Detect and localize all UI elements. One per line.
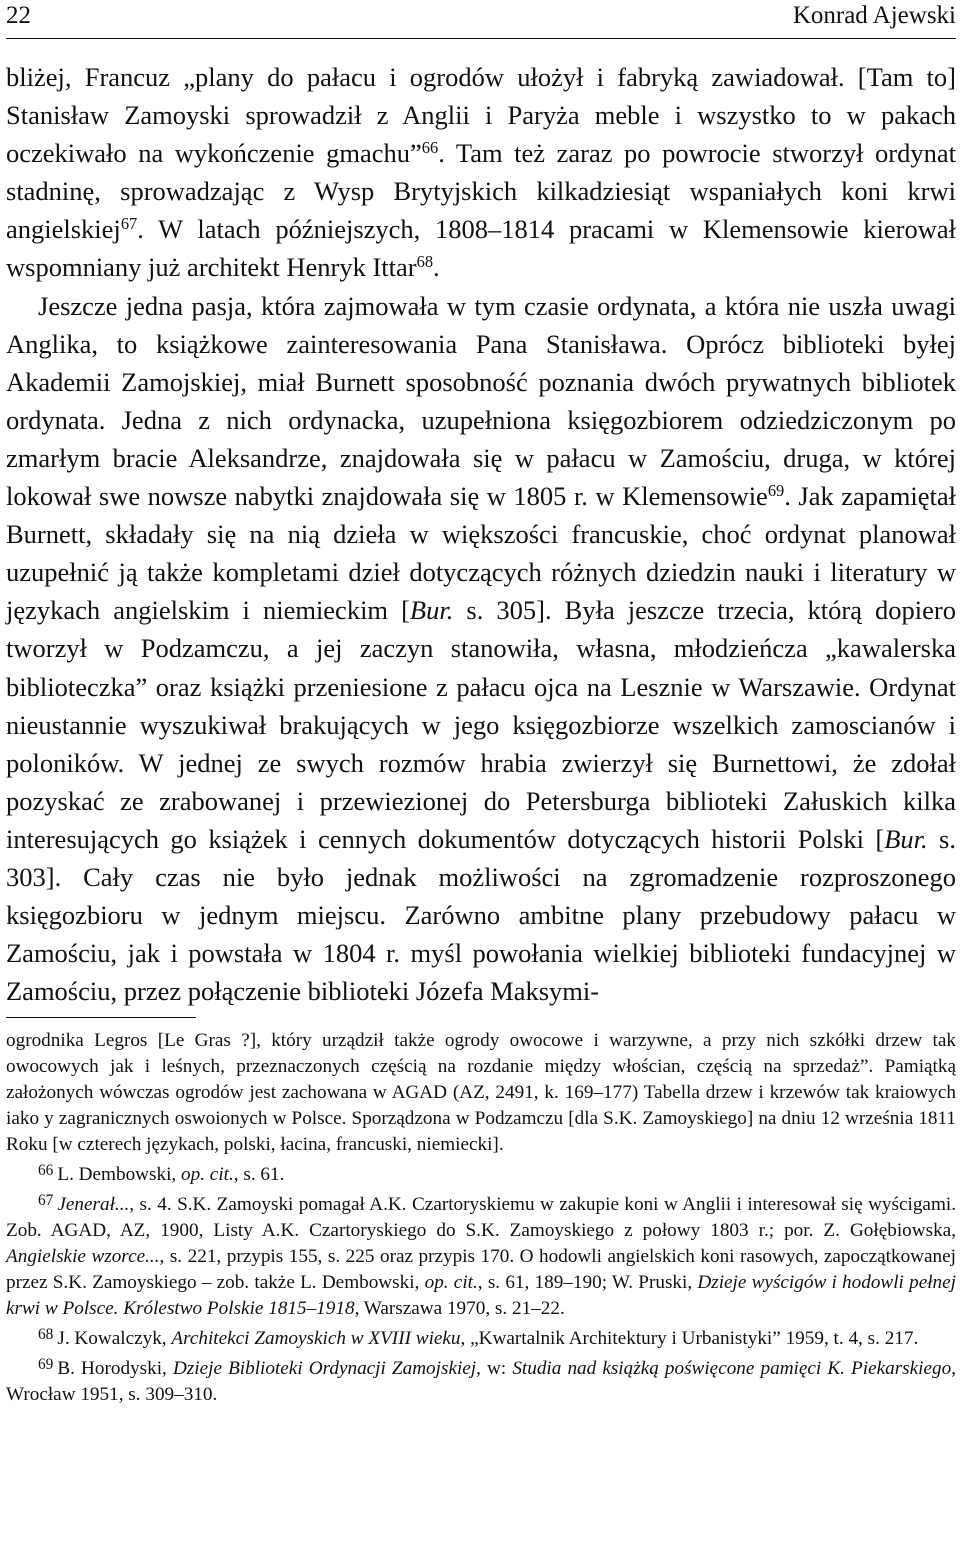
footnote-ref: 66 — [421, 138, 439, 158]
text-run: . Tam też zaraz po powrocie stworzył ordynat stadninę, sprowadzając z Wysp Brytyjskich kilkadziesiąt wspaniałych koni krwi angielskiej — [6, 138, 956, 245]
main-text — [6, 58, 956, 1010]
footnote-66 — [6, 1162, 956, 1188]
footnotes — [6, 1028, 956, 1408]
text-run: J. Kowalczyk, — [57, 1328, 172, 1349]
italic-text: Studia nad książką poświęcone pamięci K. Piekarskiego — [512, 1358, 952, 1379]
text-run: Jeszcze jedna pasja, która zajmowała w tym czasie ordynata, a która nie uszła uwagi Anglika, to książkowe zainteresowania Pana Stanisława. Oprócz biblioteki byłej Akademii Zamojskiej, miał Burnett sposobność poznania dwóch prywatnych bibliotek ordynata. Jedna z nich ordynacka, uzupełniona księgozbiorem odziedziczonym po zmarłym bracie Aleksandrze, znajdowała się w pałacu w Zamościu, druga, w której lokował swe nowsze nabytki znajdowała się w 1805 r. w Klemensowie — [6, 290, 956, 512]
italic-text: Jenerał... — [57, 1194, 130, 1215]
italic-text: Bur. — [409, 595, 454, 626]
footnote-number: 68 — [38, 1325, 54, 1343]
footnote-ref: 69 — [767, 481, 785, 500]
footnote-ref: 68 — [416, 252, 434, 272]
italic-text: op. cit. — [181, 1164, 234, 1185]
italic-text: Angielskie wzorce... — [6, 1246, 160, 1267]
text-run: . W latach późniejszych, 1808–1814 pracami w Klemensowie kierował wspomniany już architekt Henryk Ittar — [6, 214, 956, 283]
footnote-continuation — [6, 1028, 956, 1158]
text-run: s. 305]. Była jeszcze trzecia, którą dopiero tworzył w Podzamczu, a jej zaczyn stanowiła, własna, młodzieńcza „kawalerska biblioteczka” oraz książki przeniesione z pałacu ojca na Lesznie w Warszawie. Ordynat nieustannie wyszukiwał brakujących w jego księgozbiorze wszelkich zamoscianów i poloników. W jednej ze swych rozmów hrabia zwierzył się Burnettowi, że zdołał pozyskać ze zrabowanej i przewiezionej do Petersburga biblioteki Załuskich kilka interesujących go książek i cennych dokumentów dotyczących historii Polski [ — [6, 595, 956, 854]
text-run: s. 303]. Cały czas nie było jednak możliwości na zgromadzenie rozproszonego księgozbioru w jednym miejscu. Zarówno ambitne plany przebudowy pałacu w Zamościu, jak i powstała w 1804 r. myśl powołania wielkiej biblioteki fundacyjnej w Zamościu, przez połączenie biblioteki Józefa Maksymi- — [6, 823, 956, 1007]
text-run: , „Kwartalnik Architektury i Urbanistyki” 1959, t. 4, s. 217. — [460, 1328, 919, 1349]
text-run: . — [433, 252, 440, 283]
text-run: , Warszawa 1970, s. 21–22. — [354, 1298, 565, 1319]
text-run: , s. 61. — [233, 1164, 285, 1185]
running-head-author: Konrad Ajewski — [792, 2, 956, 29]
text-run: . Jak zapamiętał Burnett, składały się na nią dzieła w większości francuskie, choć ordynat planował uzupełnić ją także kompletami dzieł dotyczących różnych dziedzin nauki i literatury w językach angielskim i niemieckim [ — [6, 481, 956, 626]
italic-text: op. cit. — [424, 1272, 478, 1293]
paragraph — [6, 287, 956, 1011]
page-number: 22 — [6, 2, 31, 29]
text-run: , s. 61, 189–190; W. Pruski, — [477, 1272, 698, 1293]
text-run: , s. 4. S.K. Zamoyski pomagał A.K. Czartoryskiemu w zakupie koni w Anglii i interesował się wyścigami. Zob. AGAD, AZ, 1900, Listy A.K. Czartoryskiego do S.K. Zamoyskiego z połowy 1803 r.; por. Z. Gołębiowska, — [6, 1194, 956, 1241]
footnote-number: 66 — [38, 1161, 54, 1179]
text-run: bliżej, Francuz „plany do pałacu i ogrodów ułożył i fabryką zawiadował. [Tam to] Stanisław Zamoyski sprowadził z Anglii i Paryża meble i wszystko to w pakach oczekiwało na wykończenie gmachu” — [6, 62, 956, 169]
paragraph — [6, 58, 956, 287]
footnote-ref: 67 — [120, 214, 138, 234]
italic-text: Bur. — [884, 823, 928, 854]
footnote-69 — [6, 1356, 956, 1408]
footnote-list — [6, 1162, 956, 1408]
footnote-separator — [6, 1017, 196, 1018]
italic-text: Dzieje Biblioteki Ordynacji Zamojskiej — [172, 1358, 477, 1379]
footnote-68 — [6, 1326, 956, 1352]
text-run: ogrodnika Legros [Le Gras ?], który urządził także ogrody owocowe i warzywne, a przy nich szkółki drzew tak owocowych jak i leśnych, przeznaczonych częścią na rozdanie między włościan, częścią na sprzedaż”. Pamiątką założonych wówczas ogrodów jest zachowana w AGAD (AZ, 2491, k. 169–177) Tabella drzew i krzewów tak kraiowych iako y zagranicznych oswoionych w Polsce. Sporządzona w Podzamczu [dla S.K. Zamoyskiego] na dniu 12 września 1811 Roku [w czterech językach, polski, łacina, francuski, niemiecki]. — [6, 1030, 956, 1155]
footnote-number: 67 — [38, 1191, 54, 1209]
text-run: , s. 221, przypis 155, s. 225 oraz przypis 170. O hodowli angielskich koni rasowych, zapoczątkowanej przez S.K. Zamoyskiego – zob. także L. Dembowski, — [6, 1246, 956, 1293]
footnote-67 — [6, 1192, 956, 1322]
text-run: , w: — [476, 1358, 513, 1379]
italic-text: Architekci Zamoyskich w XVIII wieku — [171, 1328, 461, 1349]
text-run: , Wrocław 1951, s. 309–310. — [6, 1358, 956, 1405]
text-run: L. Dembowski, — [57, 1164, 182, 1185]
italic-text: Dzieje wyścigów i hodowli pełnej krwi w Polsce. Królestwo Polskie 1815–1918 — [6, 1272, 956, 1319]
text-run: B. Horodyski, — [57, 1358, 173, 1379]
running-header — [6, 2, 956, 39]
footnote-number: 69 — [38, 1355, 54, 1373]
